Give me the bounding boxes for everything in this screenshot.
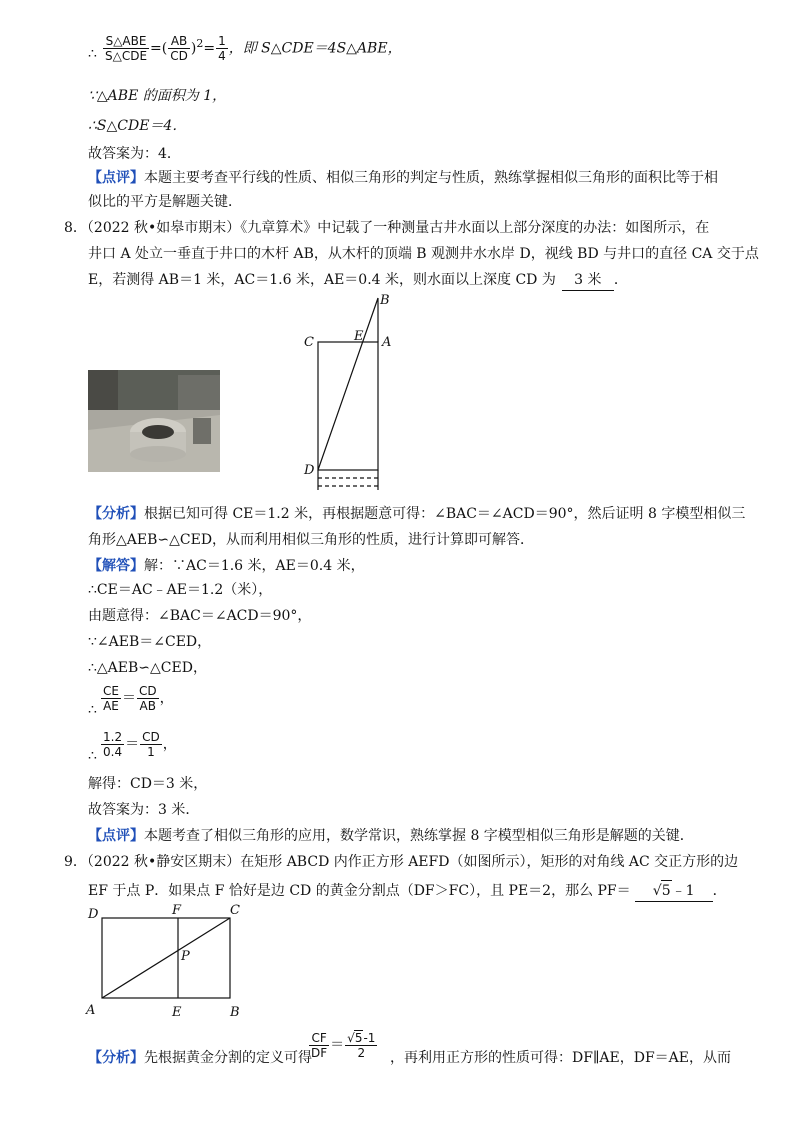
top-line-4: 故答案为：4．	[88, 146, 181, 162]
label-c: C	[230, 903, 240, 918]
top-comment-line-1: 【点评】本题主要考查平行线的性质、相似三角形的判定与性质，熟练掌握相似三角形的面积比等于相	[88, 170, 718, 186]
q8-solution-line-1: 【解答】解：∵AC＝1.6 米，AE＝0.4 米，	[88, 558, 365, 574]
analysis-tag: 【分析】	[88, 506, 144, 522]
q8-solution-line-2: ∴CE＝AC﹣AE＝1.2（米），	[88, 582, 273, 598]
side-ratio-fraction: $\frac{AB}{CD}$	[170, 34, 188, 63]
value-fraction-left: $\frac{1.2}{0.4}$	[103, 730, 123, 759]
therefore-sign: ∴	[88, 46, 97, 62]
q8-solution-line-9: 故答案为：3 米．	[88, 802, 200, 818]
q8-line-1: 8．（2022 秋•如皋市期末）《九章算术》中记载了一种测量古井水面以上部分深度的办法：如图所示，在	[64, 220, 710, 236]
ce-ae-fraction: $\frac{CE}{AE}$	[103, 684, 119, 713]
top-line-3: ∴S△CDE＝4．	[88, 118, 187, 134]
analysis-tag: 【分析】	[88, 1050, 144, 1066]
label-b: B	[230, 1005, 240, 1020]
q8-well-figure	[296, 290, 406, 496]
label-d: D	[88, 907, 99, 922]
label-p: P	[181, 949, 190, 964]
golden-ratio-fraction: $\frac{√5-1}{2}$	[347, 1031, 376, 1060]
label-d: D	[304, 463, 315, 478]
comment-tag: 【点评】	[88, 170, 144, 186]
q8-line-3: E，若测得 AB＝1 米，AC＝1.6 米，AE＝0.4 米，则水面以上深度 CD 为 3 米 ．	[88, 270, 628, 291]
q8-solution-line-4: ∵∠AEB＝∠CED，	[88, 634, 212, 650]
value-fraction-right: $\frac{CD}{1}$	[142, 730, 160, 759]
sight-line-bd	[318, 298, 378, 470]
label-e: E	[354, 329, 364, 344]
q8-solution-line-3: 由题意得：∠BAC＝∠ACD＝90°，	[88, 608, 312, 624]
label-e: E	[172, 1005, 182, 1020]
q8-line-2: 井口 A 处立一垂直于井口的木杆 AB，从木杆的顶端 B 观测井水水岸 D，视线 BD 与井口的直径 CA 交于点	[88, 246, 759, 262]
label-f: F	[172, 903, 182, 918]
q9-line-1: 9．（2022 秋•静安区期末）在矩形 ABCD 内作正方形 AEFD（如图所示），矩形的对角线 AC 交正方形的边	[64, 854, 739, 870]
diagonal-ac	[102, 918, 230, 998]
q9-rectangle-figure	[84, 902, 254, 1022]
top-line-2: ∵△ABE 的面积为 1，	[88, 88, 227, 104]
label-a: A	[382, 335, 392, 350]
q8-answer-blank: 3 米	[562, 270, 614, 291]
q8-comment-line: 【点评】本题考查了相似三角形的应用，数学常识，熟练掌握 8 字模型相似三角形是解题的关键．	[88, 828, 694, 844]
well-rect	[318, 342, 378, 470]
q9-answer-blank: √5﹣1	[635, 880, 713, 902]
comment-tag: 【点评】	[88, 828, 144, 844]
cf-df-fraction: $\frac{CF}{DF}$	[311, 1030, 328, 1060]
cd-ab-fraction: $\frac{CD}{AB}$	[138, 684, 157, 713]
q8-analysis-line-1: 【分析】根据已知可得 CE＝1.2 米，再根据题意可得：∠BAC＝∠ACD＝90°，然后证明 8 字模型相似三	[88, 506, 746, 522]
well-photo	[88, 370, 220, 472]
solution-tag: 【解答】	[88, 558, 144, 574]
value-fraction: $\frac{1}{4}$	[218, 34, 226, 63]
label-a: A	[86, 1003, 96, 1018]
top-comment-line-2: 似比的平方是解题关键．	[88, 194, 242, 210]
q9-line-2: EF 于点 P．如果点 F 恰好是边 CD 的黄金分割点（DF＞FC），且 PE＝2，那么 PF＝ √5﹣1 ．	[88, 880, 727, 902]
area-ratio-fraction: $\frac{\text{S△ABE}}{\text{S△CDE}}$	[105, 34, 148, 63]
q8-solution-line-5: ∴△AEB∽△CED，	[88, 660, 207, 676]
q8-solution-line-8: 解得：CD＝3 米，	[88, 776, 208, 792]
label-b: B	[380, 293, 390, 308]
label-c: C	[304, 335, 314, 350]
q8-analysis-line-2: 角形△AEB∽△CED，从而利用相似三角形的性质，进行计算即可解答．	[88, 532, 535, 548]
